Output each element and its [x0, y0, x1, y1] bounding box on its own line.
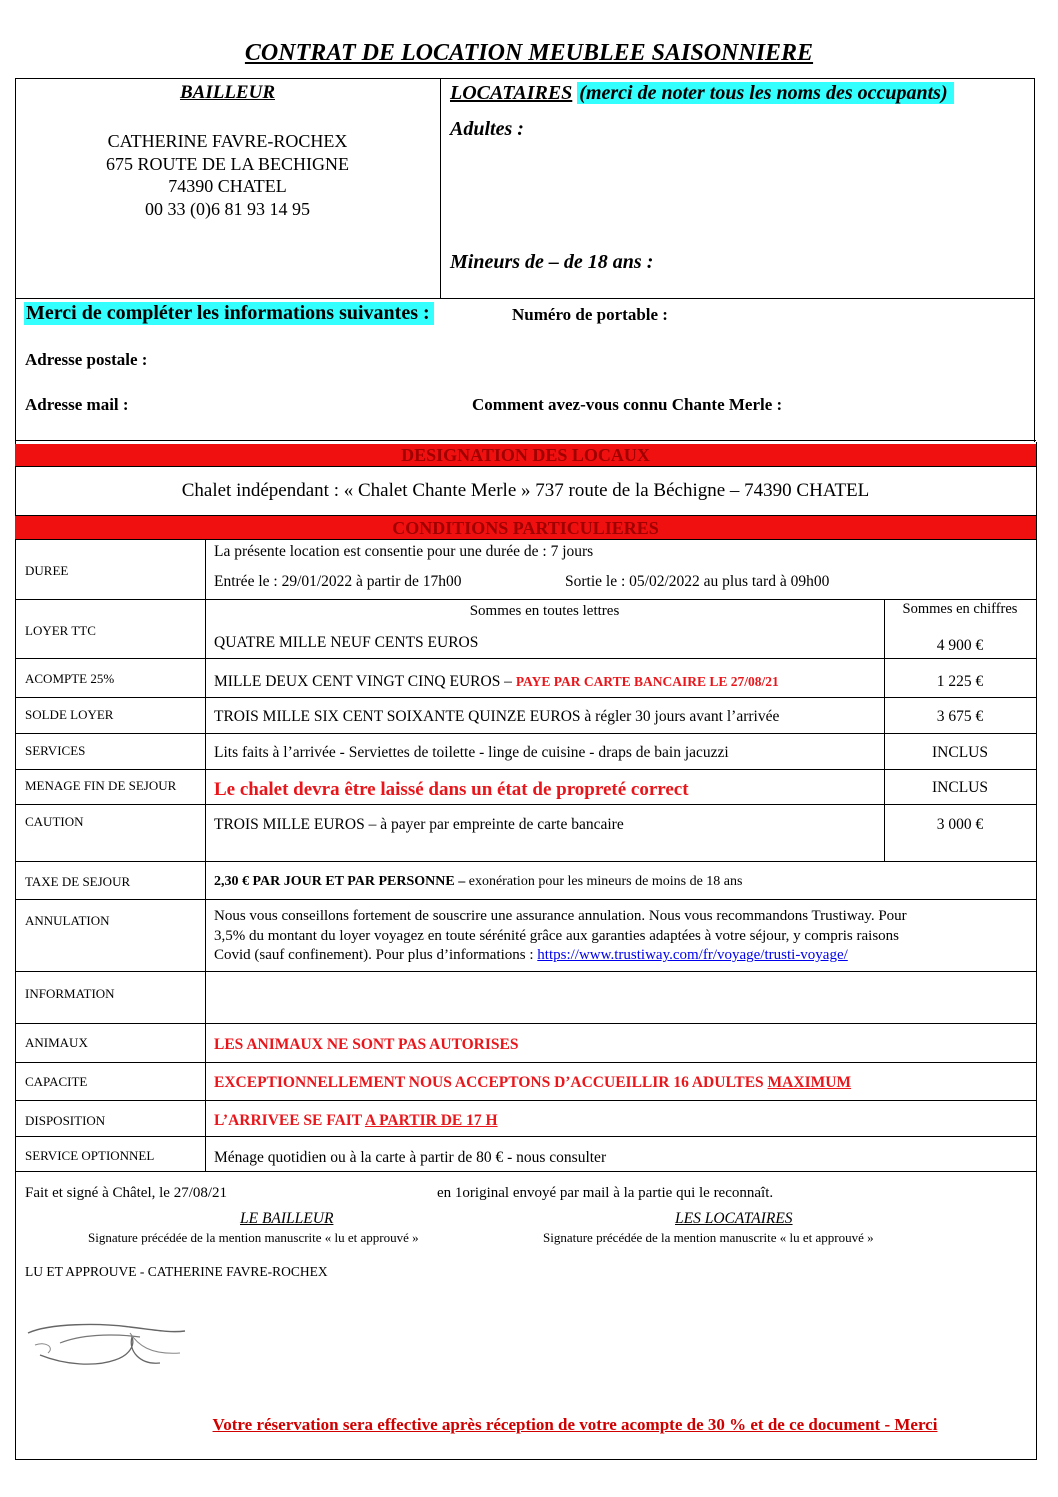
duree-entree: Entrée le : 29/01/2022 à partir de 17h00	[214, 573, 462, 590]
page-title: CONTRAT DE LOCATION MEUBLEE SAISONNIERE	[244, 40, 814, 66]
acompte-words: MILLE DEUX CENT VINGT CINQ EUROS –	[214, 673, 512, 690]
annulation-line-1: Nous vous conseillons fortement de souscrire une assurance annulation. Nous vous recommandons Trustiway. Pour	[214, 908, 907, 924]
disposition-time: A PARTIR DE 17 H	[364, 1112, 498, 1129]
source-label: Comment avez-vous connu Chante Merle :	[472, 395, 783, 414]
disposition-words: L’ARRIVEE SE FAIT	[214, 1112, 362, 1129]
trustiway-link[interactable]: https://www.trustiway.com/fr/voyage/trusti-voyage/	[537, 947, 848, 963]
annulation-text	[214, 907, 907, 966]
locataires-header	[450, 82, 954, 105]
loyer-amount: 4 900 €	[936, 637, 984, 654]
services-text: Lits faits à l’arrivée - Serviettes de toilette - linge de cuisine - draps de bain jacuzzi	[214, 744, 729, 761]
bailleur-address: 675 ROUTE DE LA BECHIGNE	[106, 153, 349, 174]
bailleur-phone: 00 33 (0)6 81 93 14 95	[145, 198, 310, 219]
bailleur-name: CATHERINE FAVRE-ROCHEX	[107, 131, 348, 151]
menage-text: Le chalet devra être laissé dans un état de propreté correct	[214, 779, 689, 800]
email-label: Adresse mail :	[25, 395, 129, 414]
col-figures-header: Sommes en chiffres	[902, 601, 1018, 617]
solde-amount: 3 675 €	[936, 708, 984, 725]
annulation-line-3-text: Covid (sauf confinement). Pour plus d’informations :	[214, 947, 534, 963]
adults-label: Adultes :	[450, 118, 524, 140]
duree-line1: La présente location est consentie pour une durée de : 7 jours	[214, 543, 594, 560]
mobile-label: Numéro de portable :	[512, 305, 668, 324]
caution-amount: 3 000 €	[936, 816, 984, 833]
locataires-heading: LOCATAIRES	[450, 82, 573, 104]
bailleur-heading: BAILLEUR	[179, 82, 276, 103]
info-prompt: Merci de compléter les informations suivantes :	[24, 302, 434, 325]
taxe-exemption: exonération pour les mineurs de moins de 18 ans	[468, 874, 743, 889]
capacite-label: CAPACITE	[25, 1074, 88, 1089]
locataires-note: (merci de noter tous les noms des occupants)	[577, 82, 953, 104]
lu-approuve: LU ET APPROUVE - CATHERINE FAVRE-ROCHEX	[25, 1264, 328, 1279]
annulation-line-2: 3,5% du montant du loyer voyagez en toute sérénité grâce aux garanties adaptées à votre séjour, y compris raisons	[214, 927, 899, 944]
acompte-paid-note: PAYE PAR CARTE BANCAIRE LE 27/08/21	[515, 674, 779, 689]
information-label: INFORMATION	[25, 986, 115, 1001]
conditions-banner: CONDITIONS PARTICULIERES	[15, 516, 1036, 539]
animaux-text: LES ANIMAUX NE SONT PAS AUTORISES	[214, 1036, 519, 1053]
bailleur-signature	[20, 1315, 200, 1375]
original-line: en 1original envoyé par mail à la partie qui le reconnaît.	[437, 1185, 774, 1201]
bailleur-block	[15, 130, 440, 220]
minors-label: Mineurs de – de 18 ans :	[450, 251, 654, 273]
animaux-label: ANIMAUX	[25, 1035, 88, 1050]
reservation-notice: Votre réservation sera effective après réception de votre acompte de 30 % et de ce document - Merci	[212, 1415, 938, 1434]
loyer-text: QUATRE MILLE NEUF CENTS EUROS	[214, 634, 479, 651]
acompte-label: ACOMPTE 25%	[25, 671, 115, 686]
postal-label: Adresse postale :	[25, 350, 148, 369]
taxe-amount: 2,30 € PAR JOUR ET PAR PERSONNE –	[214, 874, 466, 889]
services-label: SERVICES	[25, 743, 86, 758]
locataires-mention: Signature précédée de la mention manuscrite « lu et approuvé »	[543, 1230, 874, 1245]
duree-label: DUREE	[25, 563, 69, 578]
taxe-label: TAXE DE SEJOUR	[25, 874, 131, 889]
annulation-line-3	[214, 946, 907, 966]
duree-sortie: Sortie le : 05/02/2022 au plus tard à 09h00	[565, 573, 830, 590]
taxe-text	[214, 874, 742, 890]
services-amount: INCLUS	[932, 744, 988, 761]
acompte-text	[214, 673, 779, 691]
locataires-signature-label: LES LOCATAIRES	[675, 1210, 793, 1227]
capacite-text	[214, 1074, 851, 1092]
caution-label: CAUTION	[25, 814, 84, 829]
loyer-label: LOYER TTC	[25, 623, 96, 638]
col-letters-header: Sommes en toutes lettres	[469, 603, 620, 619]
caution-text: TROIS MILLE EUROS – à payer par empreinte de carte bancaire	[214, 816, 624, 833]
bailleur-city: 74390 CHATEL	[168, 176, 287, 196]
disposition-text	[214, 1112, 498, 1130]
solde-text: TROIS MILLE SIX CENT SOIXANTE QUINZE EUROS à régler 30 jours avant l’arrivée	[214, 708, 780, 725]
bailleur-mention: Signature précédée de la mention manuscrite « lu et approuvé »	[88, 1230, 419, 1245]
bailleur-signature-label: LE BAILLEUR	[240, 1210, 334, 1227]
capacite-maximum: MAXIMUM	[767, 1074, 852, 1091]
solde-label: SOLDE LOYER	[25, 707, 114, 722]
signed-line: Fait et signé à Châtel, le 27/08/21	[25, 1185, 228, 1201]
disposition-label: DISPOSITION	[25, 1113, 106, 1128]
annulation-label: ANNULATION	[25, 913, 110, 928]
optionnel-text: Ménage quotidien ou à la carte à partir de 80 € - nous consulter	[214, 1149, 607, 1166]
menage-label: MENAGE FIN DE SEJOUR	[25, 778, 177, 793]
capacite-words: EXCEPTIONNELLEMENT NOUS ACCEPTONS D’ACCUEILLIR 16 ADULTES	[214, 1074, 764, 1091]
acompte-amount: 1 225 €	[936, 673, 984, 690]
optionnel-label: SERVICE OPTIONNEL	[25, 1148, 155, 1163]
menage-amount: INCLUS	[932, 779, 988, 796]
designation-banner: DESIGNATION DES LOCAUX	[15, 444, 1036, 466]
designation-text: Chalet indépendant : « Chalet Chante Merle » 737 route de la Béchigne – 74390 CHATEL	[181, 480, 870, 501]
